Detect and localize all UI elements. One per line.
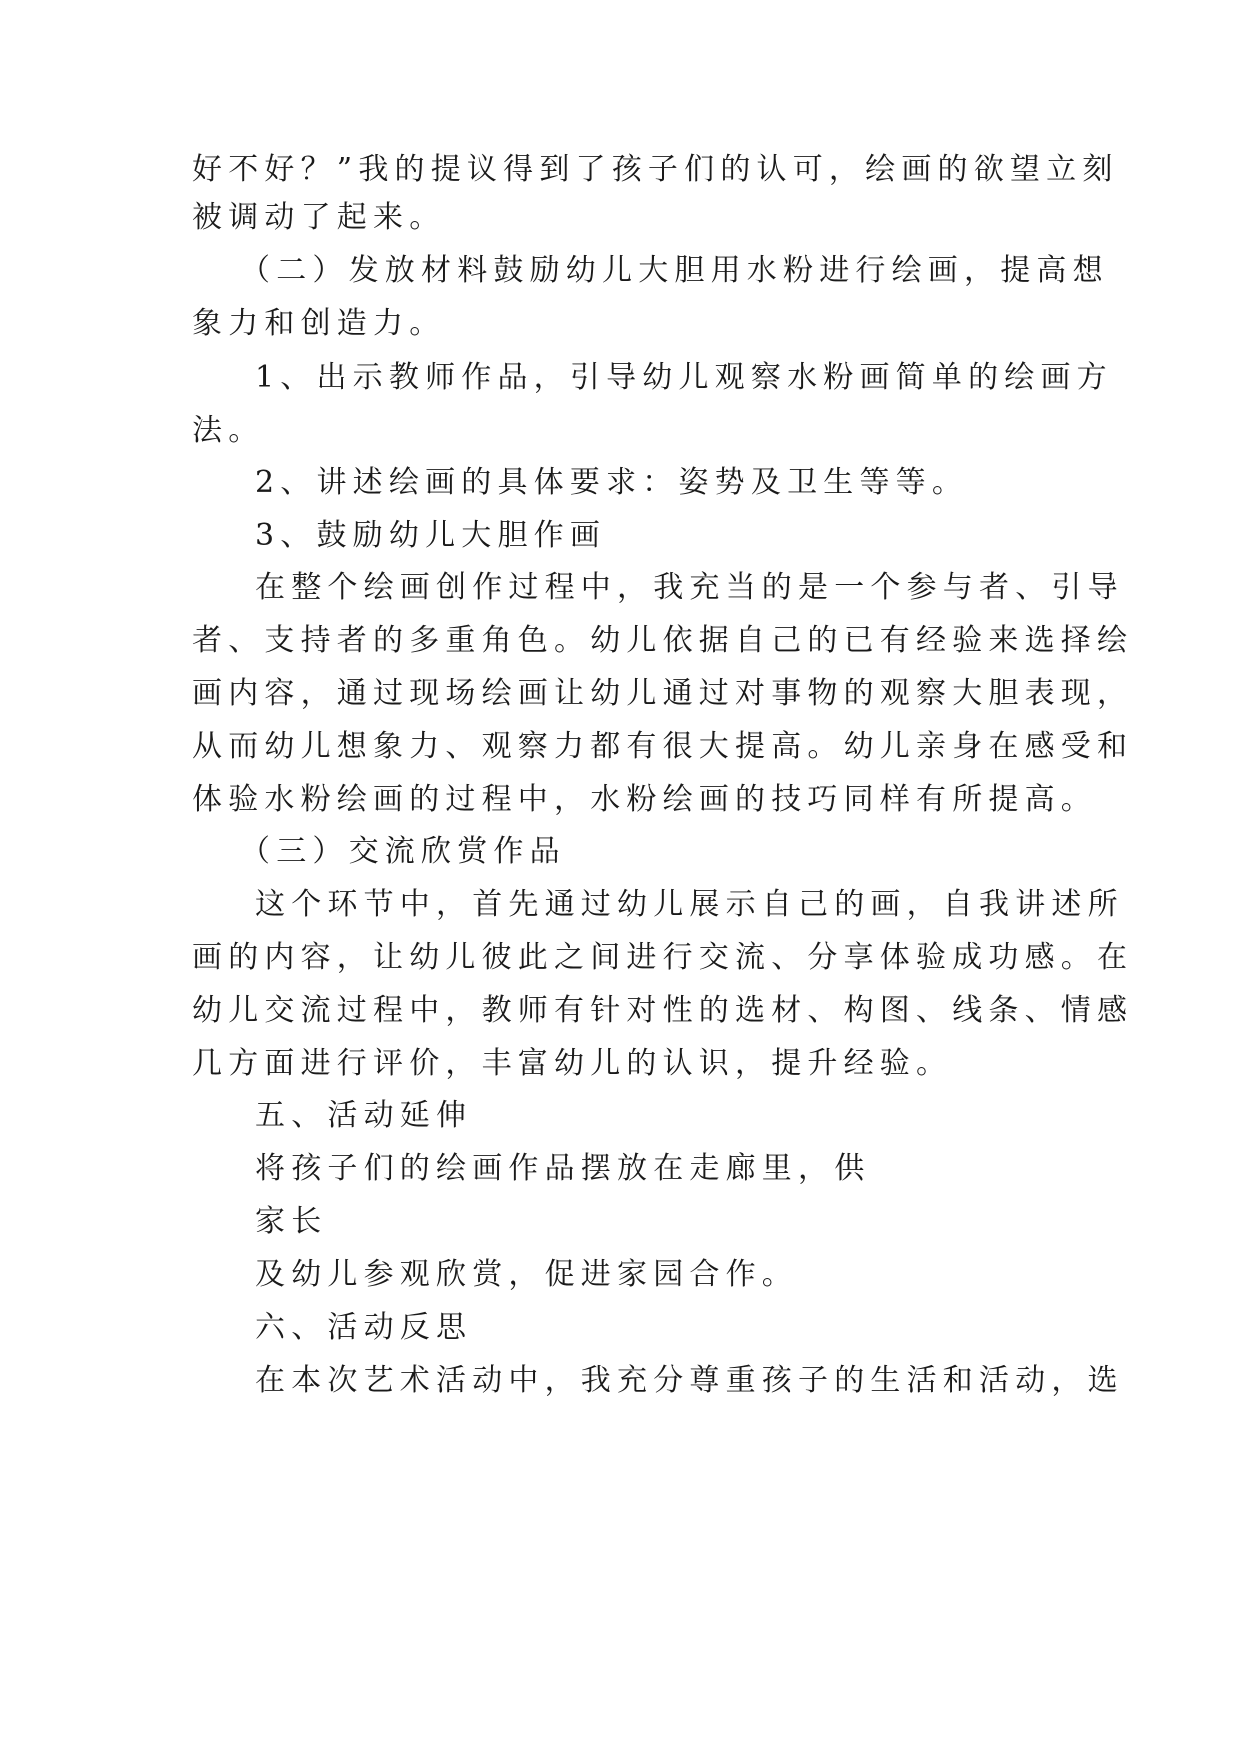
paragraph-line: 家长 [255,1204,328,1239]
list-item: 3、鼓励幼儿大胆作画 [255,518,607,553]
text-line: 法。 [192,413,265,448]
section-heading: 六、活动反思 [255,1310,473,1345]
section-heading: 五、活动延伸 [255,1098,473,1133]
paragraph-line: 及幼儿参观欣赏，促进家园合作。 [255,1257,798,1292]
paragraph-line: 在整个绘画创作过程中，我充当的是一个参与者、引导 [255,570,1124,605]
paragraph-line: 几方面进行评价，丰富幼儿的认识，提升经验。 [192,1046,953,1081]
paragraph-line: 画的内容，让幼儿彼此之间进行交流、分享体验成功感。在 [192,940,1134,975]
text-line: 好不好？”我的提议得到了孩子们的认可，绘画的欲望立刻 [192,152,1119,187]
section-heading: （二）发放材料鼓励幼儿大胆用水粉进行绘画，提高想 [240,253,1109,288]
paragraph-line: 将孩子们的绘画作品摆放在走廊里，供 [255,1151,871,1186]
paragraph-line: 者、支持者的多重角色。幼儿依据自己的已有经验来选择绘 [192,623,1134,658]
paragraph-line: 幼儿交流过程中，教师有针对性的选材、构图、线条、情感 [192,993,1134,1028]
paragraph-line: 画内容，通过现场绘画让幼儿通过对事物的观察大胆表现， [192,676,1134,711]
section-heading: （三）交流欣赏作品 [240,834,566,869]
paragraph-line: 从而幼儿想象力、观察力都有很大提高。幼儿亲身在感受和 [192,729,1134,764]
text-line: 象力和创造力。 [192,306,446,341]
list-item: 1、出示教师作品，引导幼儿观察水粉画简单的绘画方 [255,360,1113,395]
paragraph-line: 体验水粉绘画的过程中，水粉绘画的技巧同样有所提高。 [192,782,1097,817]
paragraph-line: 这个环节中，首先通过幼儿展示自己的画，自我讲述所 [255,887,1124,922]
list-item: 2、讲述绘画的具体要求：姿势及卫生等等。 [255,465,969,500]
text-line: 被调动了起来。 [192,200,446,235]
paragraph-line: 在本次艺术活动中，我充分尊重孩子的生活和活动，选 [255,1363,1124,1398]
